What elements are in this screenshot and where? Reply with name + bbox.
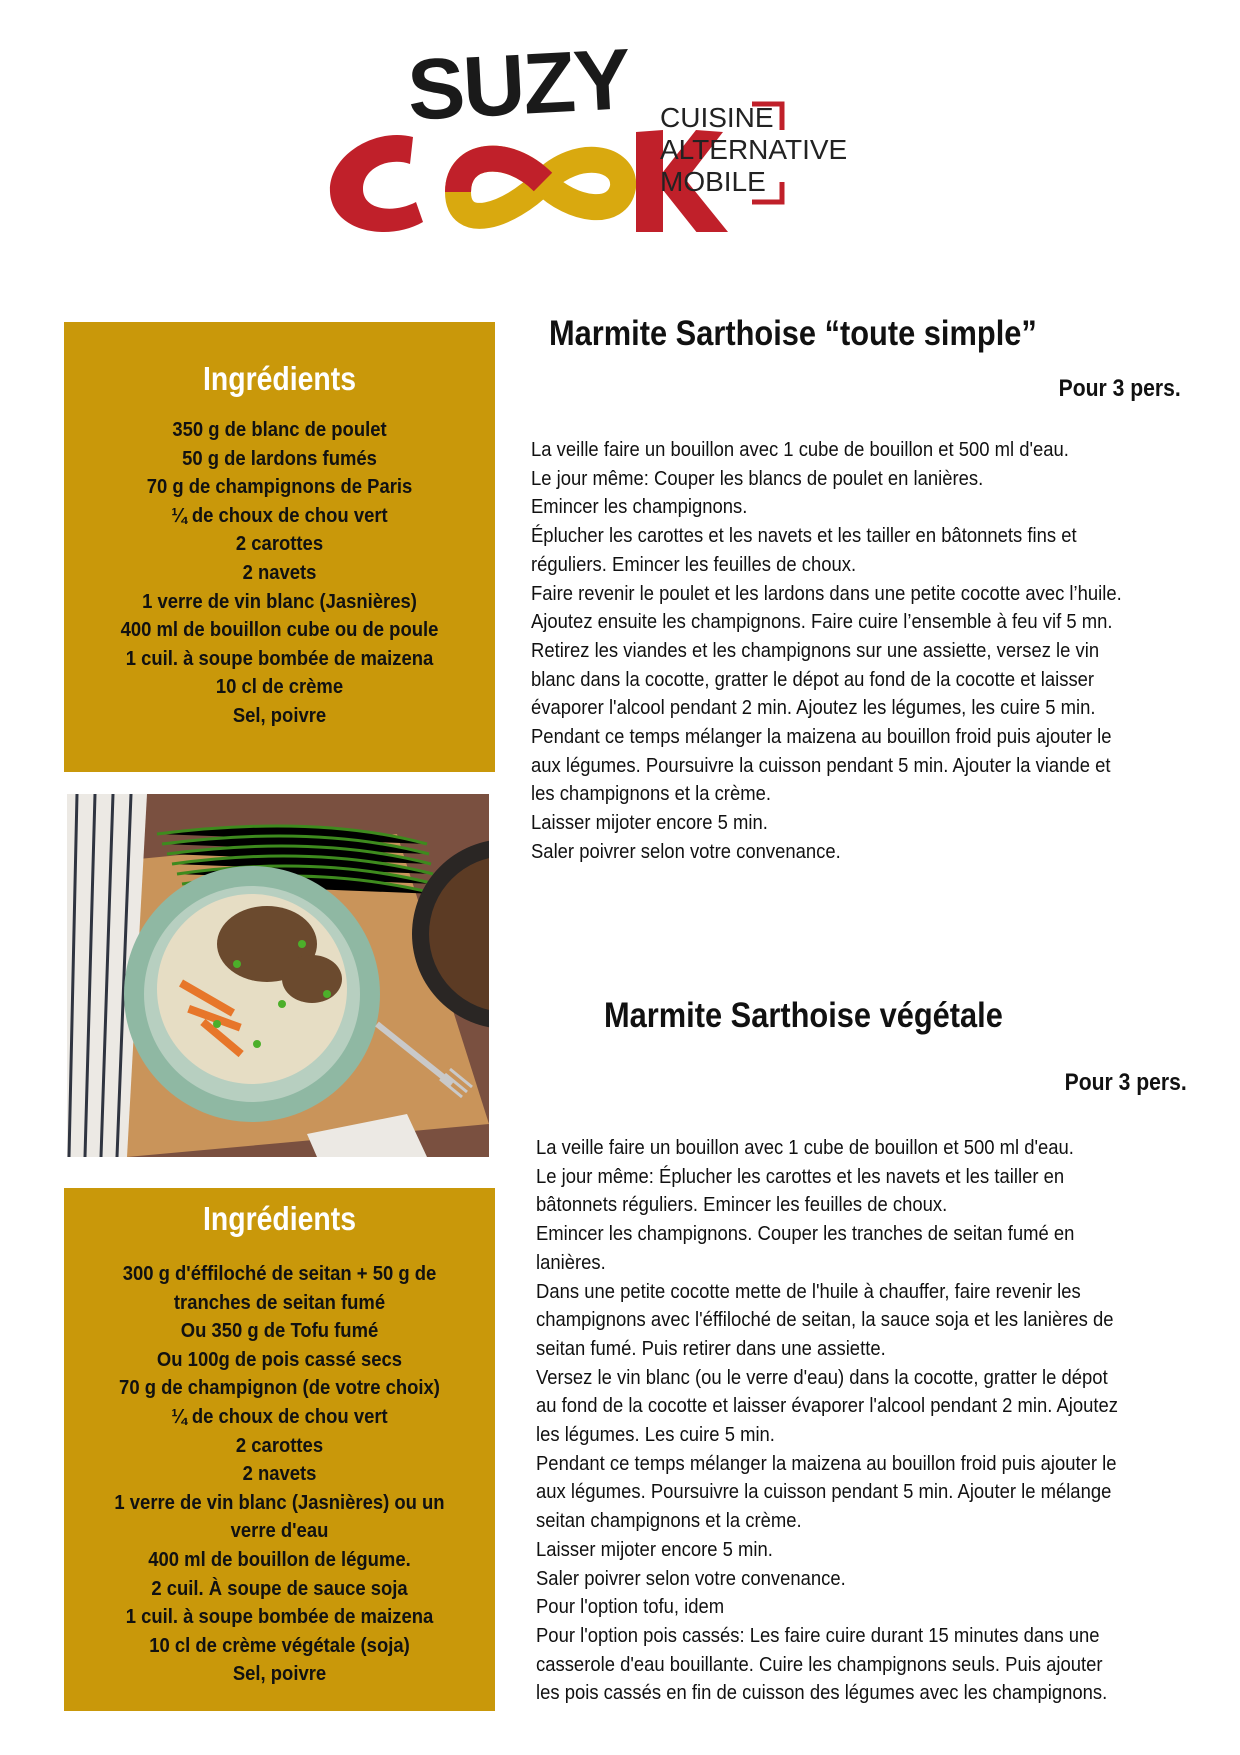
step-line: réguliers. Emincer les feuilles de choux.: [531, 552, 857, 576]
ingredient-item: 70 g de champignon (de votre choix): [119, 1376, 440, 1400]
ingredient-item: Sel, poivre: [232, 1662, 327, 1686]
ingredient-item: Ou 100g de pois cassé secs: [156, 1347, 403, 1371]
step-line: seitan champignons et la crème.: [536, 1509, 802, 1533]
recipe-title: Marmite Sarthoise “toute simple”: [549, 314, 1037, 353]
step-line: les champignons et la crème.: [531, 782, 771, 806]
logo-tagline-1: CUISINE: [660, 102, 774, 133]
ingredient-item: 10 cl de crème: [215, 675, 344, 699]
ingredient-item: verre d'eau: [230, 1519, 329, 1543]
ingredient-item: Sel, poivre: [232, 703, 327, 727]
servings-label: Pour 3 pers.: [1058, 375, 1181, 402]
step-line: Ajoutez ensuite les champignons. Faire cuire l’ensemble à feu vif 5 mn.: [531, 610, 1113, 634]
step-line: Emincer les champignons.: [531, 495, 748, 519]
ingredients-box-2: [64, 1188, 495, 1711]
ingredient-item: 400 ml de bouillon de légume.: [148, 1547, 411, 1571]
logo-tagline-2: ALTERNATIVE: [660, 134, 848, 165]
ingredient-item: 1 verre de vin blanc (Jasnières): [142, 589, 417, 613]
step-line: Le jour même: Couper les blancs de poulet en lanières.: [531, 466, 984, 490]
ingredient-item: Ou 350 g de Tofu fumé: [180, 1319, 379, 1343]
step-line: Retirez les viandes et les champignons sur une assiette, versez le vin: [531, 638, 1100, 662]
step-line: Dans une petite cocotte mette de l'huile à chauffer, faire revenir les: [536, 1279, 1081, 1303]
step-line: Pour l'option tofu, idem: [536, 1595, 725, 1619]
ingredient-item: 2 carottes: [235, 1433, 324, 1457]
recipe-steps: [536, 1134, 1118, 1708]
ingredient-item: 10 cl de crème végétale (soja): [149, 1633, 410, 1657]
ingredient-item: 1 cuil. à soupe bombée de maizena: [125, 1605, 434, 1629]
logo-c-shape: [330, 135, 423, 232]
ingredients-list: [86, 1260, 474, 1689]
ingredient-item: 2 cuil. À soupe de sauce soja: [151, 1576, 408, 1600]
brand-logo: [318, 32, 918, 232]
ingredient-item: 1 cuil. à soupe bombée de maizena: [125, 646, 434, 670]
step-line: aux légumes. Poursuivre la cuisson pendant 5 min. Ajouter la viande et: [531, 753, 1111, 777]
ingredient-item: 400 ml de bouillon cube ou de poule: [120, 618, 439, 642]
logo-tagline-3: MOBILE: [660, 166, 766, 197]
logo-suzy-text: SUZY: [405, 32, 632, 139]
ingredient-item: 70 g de champignons de Paris: [146, 475, 413, 499]
step-line: au fond de la cocotte et laisser évaporer l'alcool pendant 2 min. Ajoutez: [536, 1394, 1118, 1418]
ingredients-heading: Ingrédients: [203, 1200, 356, 1237]
step-line: La veille faire un bouillon avec 1 cube de bouillon et 500 ml d'eau.: [531, 438, 1069, 461]
step-line: champignons avec l'éffiloché de seitan, la sauce soja et les lanières de: [536, 1308, 1114, 1332]
ingredient-item: 50 g de lardons fumés: [182, 446, 377, 470]
recipe-title: Marmite Sarthoise végétale: [604, 996, 1003, 1035]
step-line: casserole d'eau bouillante. Cuire les champignons seuls. Puis ajouter: [536, 1652, 1103, 1676]
step-line: évaporer l'alcool pendant 2 min. Ajoutez les légumes, les cuire 5 min.: [531, 696, 1096, 720]
ingredient-item: tranches de seitan fumé: [173, 1290, 386, 1314]
ingredient-item: 1 verre de vin blanc (Jasnières) ou un: [114, 1490, 445, 1514]
step-line: Pendant ce temps mélanger la maizena au bouillon froid puis ajouter le: [531, 725, 1112, 749]
recipe-steps: [531, 436, 1122, 867]
step-line: blanc dans la cocotte, gratter le dépot au fond de la cocotte et laisser: [531, 667, 1095, 691]
step-line: Versez le vin blanc (ou le verre d'eau) dans la cocotte, gratter le dépot: [536, 1365, 1108, 1389]
step-line: Saler poivrer selon votre convenance.: [536, 1566, 846, 1590]
ingredient-item: ¼ de choux de chou vert: [171, 503, 388, 527]
step-line: aux légumes. Poursuivre la cuisson pendant 5 min. Ajouter le mélange: [536, 1480, 1112, 1504]
ingredient-item: ¼ de choux de chou vert: [171, 1404, 388, 1428]
step-line: les pois cassés en fin de cuisson des légumes avec les champignons.: [536, 1681, 1108, 1705]
ingredient-item: 350 g de blanc de poulet: [172, 418, 387, 441]
ingredients-box-1: [64, 322, 495, 772]
step-line: lanières.: [536, 1250, 606, 1274]
ingredient-item: 2 carottes: [235, 532, 324, 556]
ingredient-item: 2 navets: [242, 560, 317, 584]
step-line: Laisser mijoter encore 5 min.: [531, 811, 768, 835]
dish-photo: [67, 794, 489, 1157]
step-line: seitan fumé. Puis retirer dans une assiette.: [536, 1336, 886, 1360]
ingredients-list: [86, 416, 474, 731]
ingredient-item: 300 g d'éffiloché de seitan + 50 g de: [122, 1262, 437, 1285]
step-line: Pour l'option pois cassés: Les faire cuire durant 15 minutes dans une: [536, 1623, 1100, 1647]
ingredient-item: 2 navets: [242, 1462, 317, 1486]
step-line: Éplucher les carottes et les navets et les tailler en bâtonnets fins et: [531, 524, 1077, 548]
step-line: La veille faire un bouillon avec 1 cube de bouillon et 500 ml d'eau.: [536, 1136, 1074, 1159]
step-line: Pendant ce temps mélanger la maizena au bouillon froid puis ajouter le: [536, 1451, 1117, 1475]
step-line: Laisser mijoter encore 5 min.: [536, 1537, 773, 1561]
ingredients-heading: Ingrédients: [203, 360, 356, 397]
step-line: Emincer les champignons. Couper les tranches de seitan fumé en: [536, 1222, 1075, 1246]
step-line: bâtonnets réguliers. Emincer les feuilles de choux.: [536, 1193, 948, 1217]
step-line: Saler poivrer selon votre convenance.: [531, 839, 841, 863]
step-line: Le jour même: Éplucher les carottes et les navets et les tailler en: [536, 1164, 1065, 1188]
step-line: Faire revenir le poulet et les lardons dans une petite cocotte avec l’huile.: [531, 581, 1122, 605]
step-line: les légumes. Les cuire 5 min.: [536, 1423, 775, 1447]
servings-label: Pour 3 pers.: [1064, 1069, 1187, 1096]
